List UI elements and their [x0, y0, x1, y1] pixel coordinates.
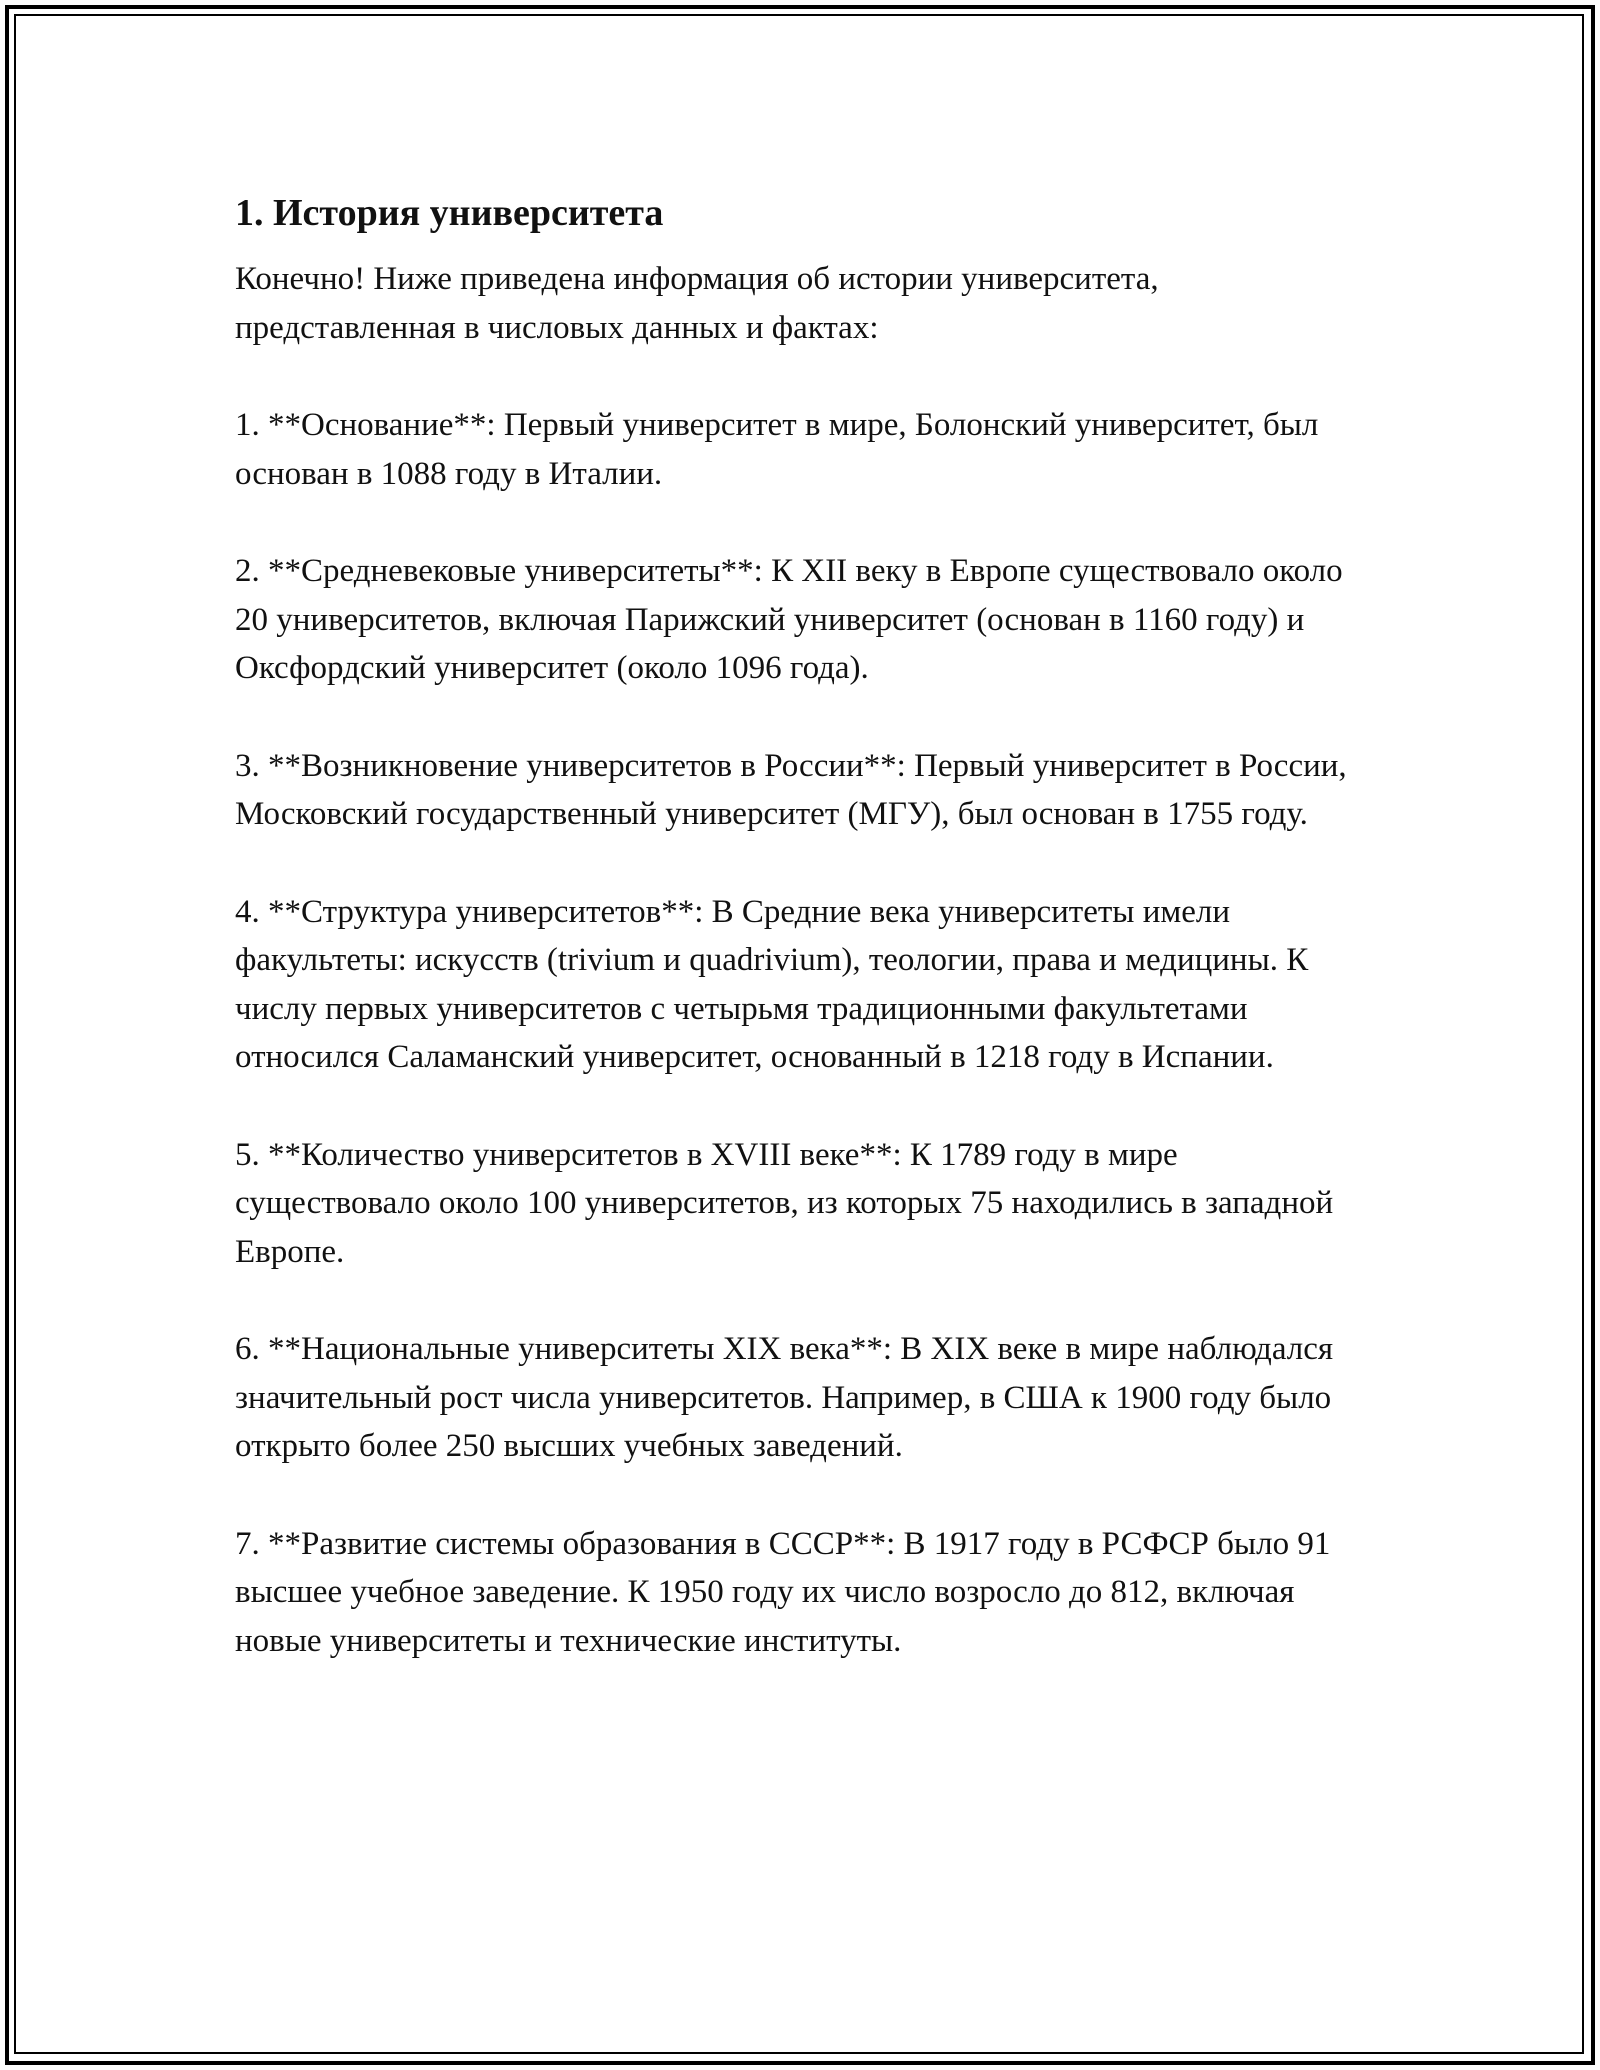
intro-paragraph: Конечно! Ниже приведена информация об истории университета, представленная в числовых данных и фактах: — [235, 261, 1159, 346]
list-item-7: 7. **Развитие системы образования в СССР**: В 1917 году в РСФСР было 91 высшее учебное заведение. К 1950 году их число возросло до 812, включая новые университеты и технические институты. — [235, 1525, 1331, 1659]
list-item-4: 4. **Структура университетов**: В Средние века университеты имели факультеты: искусств (trivium и quadrivium), теологии, права и медицины. К числу первых университетов с четырьмя традиционными факультетами относился Саламанский университет, основанный в 1218 году в Испании. — [235, 893, 1309, 1075]
document-body — [235, 187, 1375, 1714]
list-item-5: 5. **Количество университетов в XVIII веке**: К 1789 году в мире существовало около 100 университетов, из которых 75 находились в западной Европе. — [235, 1136, 1334, 1270]
list-item-1: 1. **Основание**: Первый университет в мире, Болонский университет, был основан в 1088 году в Италии. — [235, 407, 1319, 492]
document-title: 1. История университета — [235, 192, 664, 234]
list-item-2: 2. **Средневековые университеты**: К XII веку в Европе существовало около 20 университетов, включая Парижский университет (основан в 1160 году) и Оксфордский университет (около 1096 года). — [235, 553, 1343, 686]
list-item-6: 6. **Национальные университеты XIX века**: В XIX веке в мире наблюдался значительный рост числа университетов. Например, в США к 1900 году было открыто более 250 высших учебных заведений. — [235, 1331, 1334, 1464]
list-item-3: 3. **Возникновение университетов в России**: Первый университет в России, Московский государственный университет (МГУ), был основан в 1755 году. — [235, 747, 1347, 832]
